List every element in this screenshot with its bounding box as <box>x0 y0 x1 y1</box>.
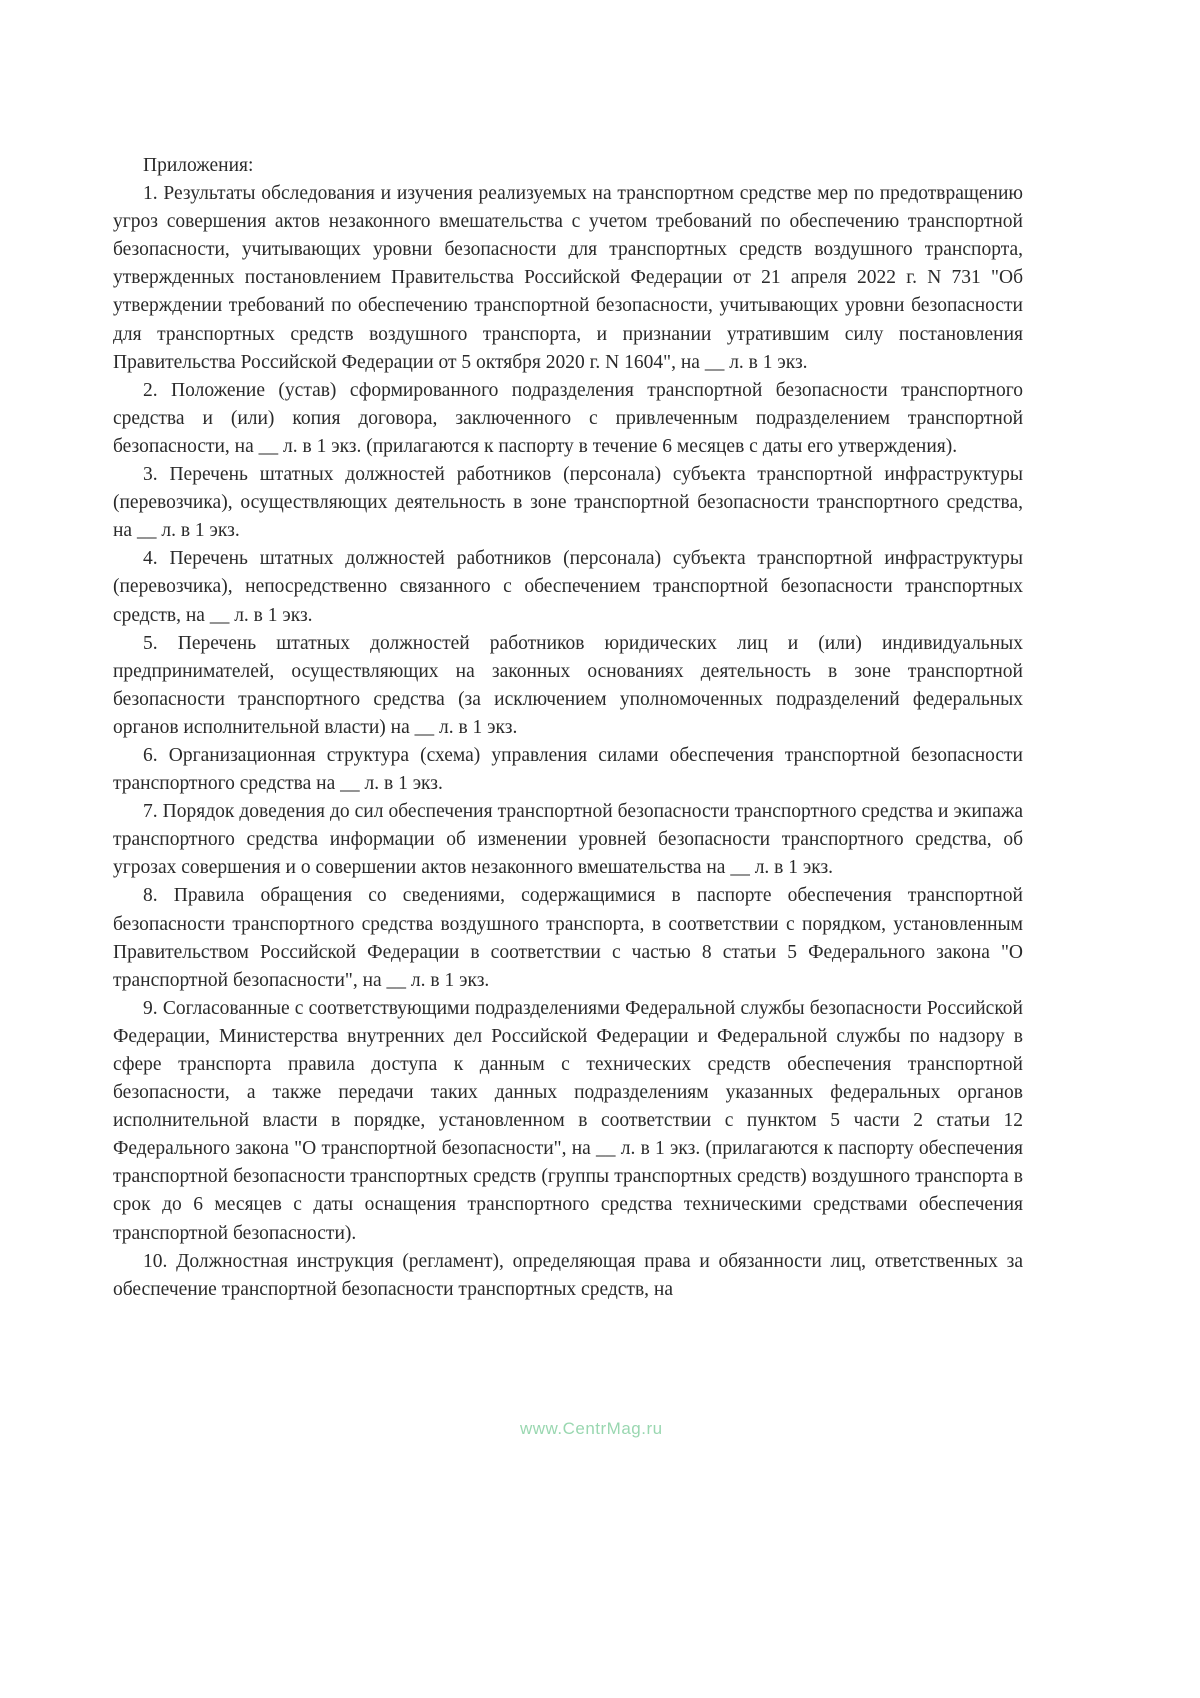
document-page <box>113 152 1023 1304</box>
attachment-item-4: 4. Перечень штатных должностей работников (персонала) субъекта транспортной инфраструктуры (перевозчика), непосредственно связанного с обеспечением транспортной безопасности транспортных средств, на __ л. в 1 экз. <box>113 548 1023 626</box>
attachment-item-2: 2. Положение (устав) сформированного подразделения транспортной безопасности транспортного средства и (или) копия договора, заключенного с привлеченным подразделением транспортной безопасности, на __ л. в 1 экз. (прилагаются к паспорту в течение 6 месяцев с даты его утверждения). <box>113 379 1023 457</box>
attachment-item-10: 10. Должностная инструкция (регламент), определяющая права и обязанности лиц, ответственных за обеспечение транспортной безопасности транспортных средств, на <box>113 1250 1023 1300</box>
attachment-item-5: 5. Перечень штатных должностей работников юридических лиц и (или) индивидуальных предпринимателей, осуществляющих на законных основаниях деятельность в зоне транспортной безопасности транспортного средства (за исключением уполномоченных подразделений федеральных органов исполнительной власти) на __ л. в 1 экз. <box>113 632 1023 738</box>
attachment-item-1: 1. Результаты обследования и изучения реализуемых на транспортном средстве мер по предотвращению угроз совершения актов незаконного вмешательства с учетом требований по обеспечению транспортной безопасности, учитывающих уровни безопасности для транспортных средств воздушного транспорта, утвержденных постановлением Правительства Российской Федерации от 21 апреля 2022 г. N 731 "Об утверждении требований по обеспечению транспортной безопасности, учитывающих уровни безопасности для транспортных средств воздушного транспорта, и признании утратившим силу постановления Правительства Российской Федерации от 5 октября 2020 г. N 1604", на __ л. в 1 экз. <box>113 183 1023 373</box>
site-watermark: www.CentrMag.ru <box>520 1419 663 1438</box>
attachment-item-3: 3. Перечень штатных должностей работников (персонала) субъекта транспортной инфраструктуры (перевозчика), осуществляющих деятельность в зоне транспортной безопасности транспортного средства, на __ л. в 1 экз. <box>113 464 1023 542</box>
attachment-item-7: 7. Порядок доведения до сил обеспечения транспортной безопасности транспортного средства и экипажа транспортного средства информации об изменении уровней безопасности транспортного средства, об угрозах совершения и о совершении актов незаконного вмешательства на __ л. в 1 экз. <box>113 801 1023 879</box>
attachment-item-9: 9. Согласованные с соответствующими подразделениями Федеральной службы безопасности Российской Федерации, Министерства внутренних дел Российской Федерации и Федеральной службы по надзору в сфере транспорта правила доступа к данным с технических средств обеспечения транспортной безопасности, а также передачи таких данных подразделениям указанных федеральных органов исполнительной власти в порядке, установленном в соответствии с пунктом 5 части 2 статьи 12 Федерального закона "О транспортной безопасности", на __ л. в 1 экз. (прилагаются к паспорту обеспечения транспортной безопасности транспортных средств (группы транспортных средств) воздушного транспорта в срок до 6 месяцев с даты оснащения транспортного средства техническими средствами обеспечения транспортной безопасности). <box>113 997 1023 1244</box>
attachments-heading: Приложения: <box>143 155 254 176</box>
attachment-item-6: 6. Организационная структура (схема) управления силами обеспечения транспортной безопасности транспортного средства на __ л. в 1 экз. <box>113 744 1023 795</box>
attachment-item-8: 8. Правила обращения со сведениями, содержащимися в паспорте обеспечения транспортной безопасности транспортного средства воздушного транспорта, в соответствии с порядком, установленным Правительством Российской Федерации в соответствии с частью 8 статьи 5 Федерального закона "О транспортной безопасности", на __ л. в 1 экз. <box>113 885 1023 991</box>
